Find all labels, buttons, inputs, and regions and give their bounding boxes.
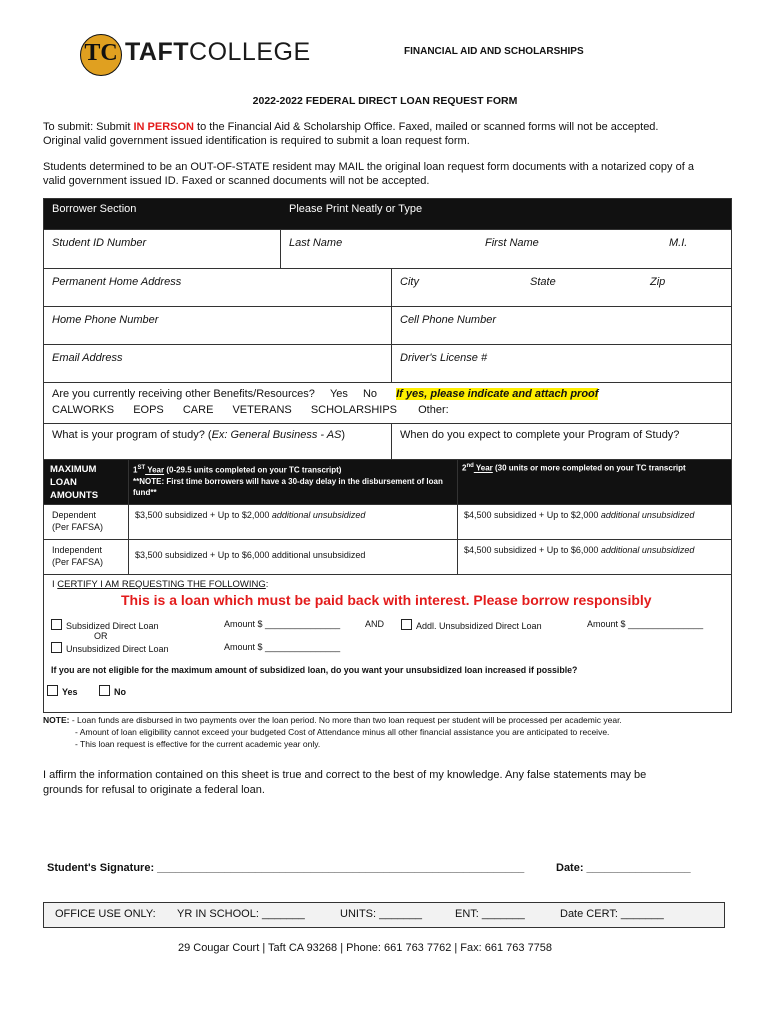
increase-yes[interactable]: Yes: [47, 685, 78, 697]
office-cert-field[interactable]: Date CERT: _______: [560, 908, 664, 920]
office-label: OFFICE USE ONLY:: [55, 908, 156, 920]
benefits-field[interactable]: Are you currently receiving other Benefits/Resources? Yes No If yes, please indicate and attach proof CALWORKS EOPS CARE VETERANS SCHOLARSHIPS Other:: [52, 388, 599, 416]
completion-field[interactable]: When do you expect to complete your Program of Study?: [400, 429, 680, 441]
benefits-note: If yes, please indicate and attach proof: [396, 388, 599, 400]
home-phone-field[interactable]: Home Phone Number: [44, 307, 392, 344]
subsidized-amount[interactable]: Amount $ _______________: [224, 619, 341, 629]
note-3: - This loan request is effective for the current academic year only.: [75, 739, 321, 749]
benefit-care[interactable]: CARE: [182, 404, 214, 416]
student-id-field[interactable]: Student ID Number: [44, 230, 281, 268]
name-field[interactable]: Last Name First Name M.I.: [289, 237, 688, 249]
department-title: FINANCIAL AID AND SCHOLARSHIPS: [404, 46, 584, 57]
cell-phone-field[interactable]: Cell Phone Number: [400, 314, 496, 326]
subsidized-checkbox[interactable]: [51, 619, 62, 630]
increase-question: If you are not eligible for the maximum amount of subsidized loan, do you want your unsubsidized loan increased if possible?: [51, 665, 578, 675]
addl-unsubsidized-option[interactable]: Addl. Unsubsidized Direct Loan: [401, 619, 542, 631]
certify-heading: I CERTIFY I AM REQUESTING THE FOLLOWING:: [52, 579, 269, 590]
unsubsidized-option[interactable]: Unsubsidized Direct Loan: [51, 642, 169, 654]
borrower-section-label: Borrower Section: [52, 203, 137, 215]
city-state-zip-field[interactable]: City State Zip: [400, 276, 666, 288]
email-field[interactable]: Email Address: [44, 345, 392, 382]
loan-warning: This is a loan which must be paid back with interest. Please borrow responsibly: [121, 592, 652, 608]
increase-no[interactable]: No: [99, 685, 126, 697]
zip-label: Zip: [650, 276, 666, 288]
dependent-first-year: $3,500 subsidized + Up to $2,000 additional unsubsidized: [129, 505, 458, 539]
program-row: [44, 424, 731, 460]
borrower-header-row: [44, 199, 731, 230]
office-units-field[interactable]: UNITS: _______: [340, 908, 422, 920]
benefit-scholarships[interactable]: SCHOLARSHIPS: [310, 404, 398, 416]
date-line[interactable]: Date: _________________: [556, 862, 691, 874]
benefit-veterans[interactable]: VETERANS: [232, 404, 292, 416]
benefits-yes[interactable]: Yes: [329, 388, 348, 400]
benefit-other[interactable]: Other:: [418, 404, 449, 416]
borrower-form: [43, 198, 732, 713]
dependent-row: [44, 505, 731, 540]
tc-emblem-icon: TC: [80, 34, 122, 76]
print-instruction: Please Print Neatly or Type: [289, 203, 423, 215]
independent-first-year: $3,500 subsidized + Up to $6,000 additional unsubsidized: [129, 540, 458, 574]
max-loan-label: MAXIMUM LOAN AMOUNTS: [44, 460, 129, 504]
mi-label: M.I.: [669, 237, 688, 249]
benefits-row: [44, 383, 731, 424]
increase-no-checkbox[interactable]: [99, 685, 110, 696]
independent-row: [44, 540, 731, 575]
certify-cell: [44, 575, 731, 712]
logo-wordmark: TAFTCOLLEGE: [125, 38, 311, 66]
subsidized-option[interactable]: Subsidized Direct Loan: [51, 619, 159, 631]
office-use-box: [43, 902, 725, 928]
signature-line[interactable]: Student's Signature: ____________________________________________________________: [47, 862, 525, 874]
submit-instructions: To submit: Submit IN PERSON to the Financial Aid & Scholarship Office. Faxed, mailed or scanned forms will not be accepted. Original valid government issued identification is required to submit a loan request form.: [43, 121, 659, 147]
name-row: [44, 230, 731, 269]
first-name-label: First Name: [485, 237, 539, 249]
note-1: NOTE: - Loan funds are disbursed in two payments over the loan period. No more than two loan request per student will be processed per academic year.: [43, 715, 622, 725]
benefit-eops[interactable]: EOPS: [133, 404, 164, 416]
email-row: [44, 345, 731, 383]
and-label: AND: [365, 619, 385, 629]
unsubsidized-amount[interactable]: Amount $ _______________: [224, 642, 341, 652]
address-field[interactable]: Permanent Home Address: [44, 269, 392, 306]
note-2: - Amount of loan eligibility cannot exceed your budgeted Cost of Attendance minus all other financial assistance you are anticipated to receive.: [75, 727, 610, 737]
addl-unsubsidized-checkbox[interactable]: [401, 619, 412, 630]
dependent-label: Dependent (Per FAFSA): [44, 505, 129, 539]
office-year-field[interactable]: YR IN SCHOOL: _______: [177, 908, 305, 920]
unsubsidized-checkbox[interactable]: [51, 642, 62, 653]
increase-yes-checkbox[interactable]: [47, 685, 58, 696]
or-label: OR: [94, 631, 108, 641]
dependent-second-year: $4,500 subsidized + Up to $2,000 additional unsubsidized: [464, 510, 695, 520]
form-title: 2022-2022 FEDERAL DIRECT LOAN REQUEST FORM: [252, 95, 518, 107]
office-ent-field[interactable]: ENT: _______: [455, 908, 525, 920]
footer-contact: 29 Cougar Court | Taft CA 93268 | Phone: 661 763 7762 | Fax: 661 763 7758: [177, 942, 553, 954]
phone-row: [44, 307, 731, 345]
notes: [43, 714, 733, 750]
out-of-state-instructions: Students determined to be an OUT-OF-STATE resident may MAIL the original loan request form documents with a notarized copy of a valid government issued ID. Faxed or scanned documents will not be accepted.: [43, 161, 694, 187]
address-row: [44, 269, 731, 307]
program-field[interactable]: What is your program of study? (Ex: General Business - AS): [44, 424, 392, 459]
license-field[interactable]: Driver's License #: [400, 352, 488, 364]
second-year-header: 2nd Year (30 units or more completed on your TC transcript: [458, 460, 731, 504]
first-year-header: 1ST Year (0-29.5 units completed on your TC transcript) **NOTE: First time borrowers will have a 30-day delay in the disbursement of loan fund**: [129, 460, 458, 504]
benefit-calworks[interactable]: CALWORKS: [52, 404, 115, 416]
certify-section: [44, 575, 731, 712]
addl-unsubsidized-amount[interactable]: Amount $ _______________: [587, 619, 704, 629]
state-label: State: [530, 276, 556, 288]
max-loan-header-row: [44, 460, 731, 505]
independent-second-year: $4,500 subsidized + Up to $6,000 additional unsubsidized: [464, 545, 695, 555]
taft-college-logo: [80, 34, 311, 76]
affirmation: I affirm the information contained on this sheet is true and correct to the best of my knowledge. Any false statements may be grounds for refusal to originate a federal loan.: [43, 769, 647, 796]
independent-label: Independent (Per FAFSA): [44, 540, 129, 574]
benefits-no[interactable]: No: [362, 388, 378, 400]
